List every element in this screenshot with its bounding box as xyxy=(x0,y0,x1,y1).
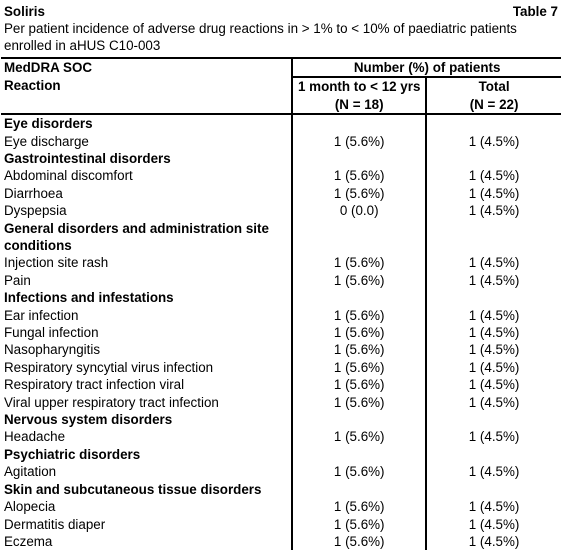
cell-1m-12y: 1 (5.6%) xyxy=(292,167,426,184)
reaction-label: Nasopharyngitis xyxy=(4,342,101,358)
table-row xyxy=(1,463,561,480)
table-row xyxy=(1,533,561,550)
table-row xyxy=(1,428,561,445)
group-header: Number (%) of patients xyxy=(292,58,561,77)
soc-row xyxy=(1,237,561,254)
cell-1m-12y: 1 (5.6%) xyxy=(292,272,426,289)
soc-label: Nervous system disorders xyxy=(4,412,173,428)
table-caption xyxy=(4,20,556,54)
cell-1m-12y: 1 (5.6%) xyxy=(292,394,426,411)
table-row xyxy=(1,185,561,202)
soc-row xyxy=(1,114,561,132)
table-row xyxy=(1,272,561,289)
soc-label: General disorders and administration site xyxy=(4,220,269,236)
cell-1m-12y xyxy=(292,446,426,463)
table-row xyxy=(1,498,561,515)
soc-row xyxy=(1,220,561,237)
cell-total xyxy=(426,237,561,254)
cell-total: 1 (4.5%) xyxy=(426,133,561,150)
cell-1m-12y xyxy=(292,237,426,254)
cell-1m-12y: 1 (5.6%) xyxy=(292,533,426,550)
reaction-label: Dermatitis diaper xyxy=(4,516,106,532)
drug-name: Soliris xyxy=(4,4,45,19)
cell-1m-12y: 1 (5.6%) xyxy=(292,376,426,393)
adverse-reactions-table xyxy=(1,57,561,550)
reaction-label: Agitation xyxy=(4,464,57,480)
caption-line-2: enrolled in aHUS C10-003 xyxy=(4,38,161,53)
cell-total: 1 (4.5%) xyxy=(426,272,561,289)
soc-label: Gastrointestinal disorders xyxy=(4,150,171,166)
soc-row xyxy=(1,150,561,167)
reaction-label: Fungal infection xyxy=(4,325,99,341)
soc-label: Infections and infestations xyxy=(4,290,174,306)
soc-header: MedDRA SOC xyxy=(1,58,292,77)
cell-total: 1 (4.5%) xyxy=(426,498,561,515)
col1-header-line1: 1 month to < 12 yrs xyxy=(292,77,426,95)
cell-total xyxy=(426,114,561,132)
table-row xyxy=(1,324,561,341)
reaction-label: Viral upper respiratory tract infection xyxy=(4,394,219,410)
reaction-label: Abdominal discomfort xyxy=(4,168,133,184)
reaction-label: Diarrhoea xyxy=(4,185,63,201)
header-spacer xyxy=(1,96,292,114)
soc-label: Psychiatric disorders xyxy=(4,446,141,462)
table-row xyxy=(1,167,561,184)
cell-1m-12y xyxy=(292,481,426,498)
soc-row xyxy=(1,446,561,463)
cell-1m-12y: 1 (5.6%) xyxy=(292,498,426,515)
reaction-label: Alopecia xyxy=(4,499,56,515)
cell-total: 1 (4.5%) xyxy=(426,167,561,184)
table-row xyxy=(1,341,561,358)
table-row xyxy=(1,307,561,324)
cell-total: 1 (4.5%) xyxy=(426,324,561,341)
cell-1m-12y: 1 (5.6%) xyxy=(292,341,426,358)
table-row xyxy=(1,516,561,533)
col1-header-line2: (N = 18) xyxy=(292,96,426,114)
cell-total: 1 (4.5%) xyxy=(426,516,561,533)
cell-total xyxy=(426,220,561,237)
table-row xyxy=(1,376,561,393)
cell-1m-12y: 1 (5.6%) xyxy=(292,254,426,271)
cell-1m-12y: 1 (5.6%) xyxy=(292,324,426,341)
cell-1m-12y xyxy=(292,220,426,237)
reaction-label: Pain xyxy=(4,272,31,288)
soc-label: Skin and subcutaneous tissue disorders xyxy=(4,481,262,497)
cell-1m-12y: 0 (0.0) xyxy=(292,202,426,219)
caption-line-1: Per patient incidence of adverse drug reactions in > 1% to < 10% of paediatric patients xyxy=(4,21,517,36)
soc-row xyxy=(1,481,561,498)
table-row xyxy=(1,254,561,271)
cell-total xyxy=(426,411,561,428)
soc-label: conditions xyxy=(4,238,72,254)
reaction-label: Ear infection xyxy=(4,307,79,323)
cell-1m-12y xyxy=(292,150,426,167)
cell-1m-12y xyxy=(292,114,426,132)
soc-label: Eye disorders xyxy=(4,116,93,132)
cell-total: 1 (4.5%) xyxy=(426,463,561,480)
reaction-label: Respiratory syncytial virus infection xyxy=(4,359,214,375)
cell-1m-12y: 1 (5.6%) xyxy=(292,428,426,445)
cell-total: 1 (4.5%) xyxy=(426,376,561,393)
cell-total: 1 (4.5%) xyxy=(426,307,561,324)
reaction-label: Eczema xyxy=(4,533,53,549)
table-row xyxy=(1,133,561,150)
reaction-label: Headache xyxy=(4,429,66,445)
soc-row xyxy=(1,411,561,428)
cell-total: 1 (4.5%) xyxy=(426,428,561,445)
cell-total xyxy=(426,481,561,498)
cell-total xyxy=(426,289,561,306)
cell-total: 1 (4.5%) xyxy=(426,394,561,411)
cell-1m-12y: 1 (5.6%) xyxy=(292,133,426,150)
cell-total: 1 (4.5%) xyxy=(426,533,561,550)
reaction-label: Respiratory tract infection viral xyxy=(4,377,185,393)
cell-total: 1 (4.5%) xyxy=(426,359,561,376)
cell-total xyxy=(426,446,561,463)
cell-total xyxy=(426,150,561,167)
cell-total: 1 (4.5%) xyxy=(426,185,561,202)
table-number: Table 7 xyxy=(512,4,558,19)
cell-1m-12y: 1 (5.6%) xyxy=(292,307,426,324)
table-body xyxy=(1,114,561,550)
reaction-header: Reaction xyxy=(4,78,61,94)
cell-total: 1 (4.5%) xyxy=(426,341,561,358)
cell-1m-12y xyxy=(292,289,426,306)
reaction-label: Eye discharge xyxy=(4,133,89,149)
table-row xyxy=(1,359,561,376)
table-row xyxy=(1,394,561,411)
col2-header-line1: Total xyxy=(426,77,561,95)
reaction-label: Dyspepsia xyxy=(4,203,67,219)
cell-1m-12y: 1 (5.6%) xyxy=(292,185,426,202)
cell-1m-12y: 1 (5.6%) xyxy=(292,359,426,376)
soc-row xyxy=(1,289,561,306)
cell-total: 1 (4.5%) xyxy=(426,254,561,271)
col2-header-line2: (N = 22) xyxy=(426,96,561,114)
reaction-label: Injection site rash xyxy=(4,255,109,271)
cell-total: 1 (4.5%) xyxy=(426,202,561,219)
cell-1m-12y: 1 (5.6%) xyxy=(292,463,426,480)
cell-1m-12y xyxy=(292,411,426,428)
table-row xyxy=(1,202,561,219)
cell-1m-12y: 1 (5.6%) xyxy=(292,516,426,533)
